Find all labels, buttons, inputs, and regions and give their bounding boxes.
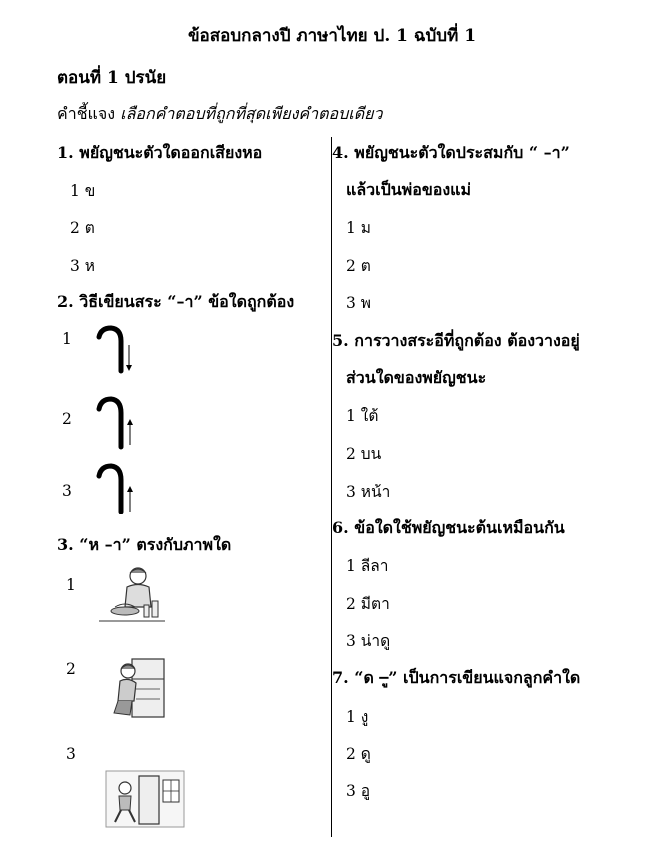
question-7: 7. “ด –ู” เป็นการเขียนแจกลูกคำใด xyxy=(332,668,581,687)
question-4: 4. พยัญชนะตัวใดประสมกับ “ –า” xyxy=(332,143,570,162)
q6-option-2[interactable]: 2 มีตา xyxy=(346,595,390,613)
q1-option-1[interactable]: 1 ข xyxy=(70,182,96,200)
person-eating-image xyxy=(97,563,167,625)
vowel-a-stroke-option-3-icon xyxy=(93,462,133,514)
q7-option-1[interactable]: 1 งู xyxy=(346,708,369,726)
q3-option-1[interactable]: 1 xyxy=(66,576,76,594)
q7-option-3[interactable]: 3 อู xyxy=(346,782,371,800)
question-2: 2. วิธีเขียนสระ “–า” ข้อใดถูกต้อง xyxy=(57,292,295,311)
q6-option-3[interactable]: 3 น่าดู xyxy=(346,632,391,650)
q3-option-3[interactable]: 3 xyxy=(66,745,76,763)
q2-option-1[interactable]: 1 xyxy=(62,330,72,348)
q4-option-3[interactable]: 3 พ xyxy=(346,294,372,312)
instruction-text: เลือกคำตอบที่ถูกที่สุดเพียงคำตอบเดียว xyxy=(120,104,383,123)
q1-option-2[interactable]: 2 ต xyxy=(70,219,95,237)
q5-option-1[interactable]: 1 ใต้ xyxy=(346,407,379,425)
part-heading: ตอนที่ 1 ปรนัย xyxy=(57,68,167,88)
page-title: ข้อสอบกลางปี ภาษาไทย ป. 1 ฉบับที่ 1 xyxy=(187,26,477,46)
q6-option-1[interactable]: 1 ลีลา xyxy=(346,557,389,575)
question-4-line-2: แล้วเป็นพ่อของแม่ xyxy=(346,180,472,199)
person-running-from-house-image xyxy=(105,770,185,828)
question-6: 6. ข้อใดใช้พยัญชนะต้นเหมือนกัน xyxy=(332,518,565,537)
column-divider xyxy=(331,137,332,837)
q5-option-2[interactable]: 2 บน xyxy=(346,445,382,463)
q1-option-3[interactable]: 3 ห xyxy=(70,257,96,275)
person-at-refrigerator-image xyxy=(108,655,168,720)
q2-option-3[interactable]: 3 xyxy=(62,482,72,500)
question-1: 1. พยัญชนะตัวใดออกเสียงหอ xyxy=(57,143,263,162)
instruction-label: คำชี้แจง xyxy=(57,104,116,123)
q4-option-1[interactable]: 1 ม xyxy=(346,219,372,237)
vowel-a-stroke-option-1-icon xyxy=(93,325,133,375)
question-5: 5. การวางสระอีที่ถูกต้อง ต้องวางอยู่ xyxy=(332,331,580,350)
question-5-line-2: ส่วนใดของพยัญชนะ xyxy=(346,368,487,387)
instruction xyxy=(57,102,382,127)
q7-option-2[interactable]: 2 ดู xyxy=(346,745,371,763)
q4-option-2[interactable]: 2 ต xyxy=(346,257,371,275)
q2-option-2[interactable]: 2 xyxy=(62,410,72,428)
q5-option-3[interactable]: 3 หน้า xyxy=(346,483,391,501)
question-3: 3. “ห –า” ตรงกับภาพใด xyxy=(57,535,232,554)
vowel-a-stroke-option-2-icon xyxy=(93,395,133,450)
q3-option-2[interactable]: 2 xyxy=(66,660,76,678)
